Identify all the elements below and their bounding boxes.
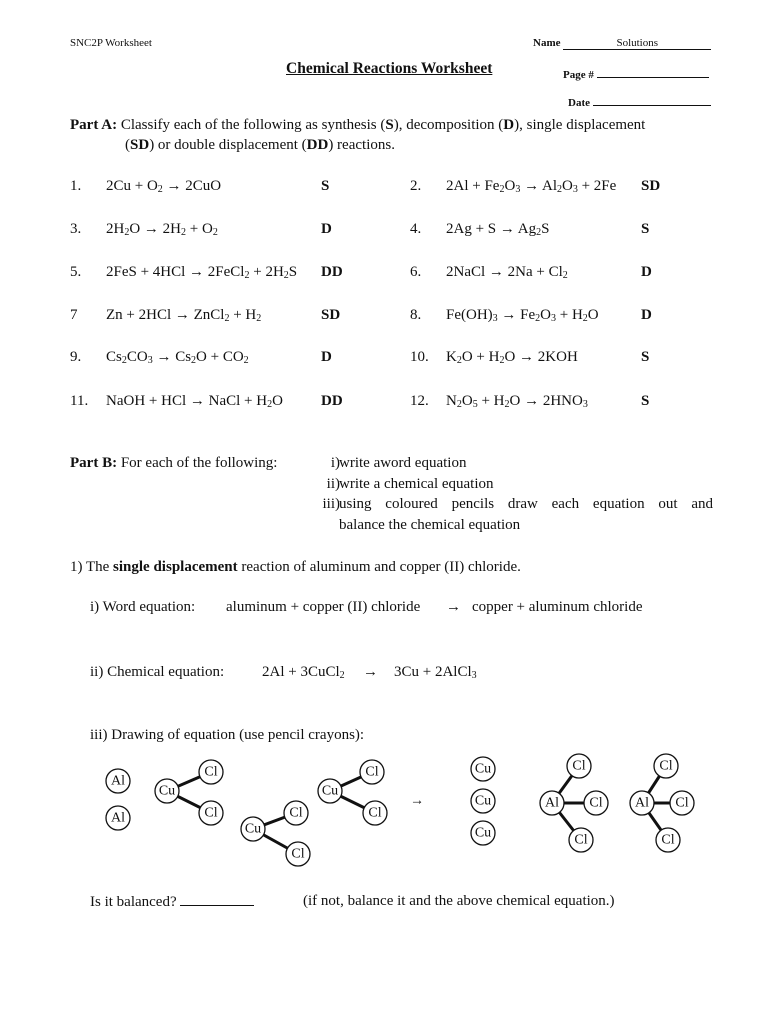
balanced-note: (if not, balance it and the above chemical equation.) xyxy=(303,893,615,909)
q4-equation: $2Ag + S \to Ag_2S$ xyxy=(446,221,550,238)
q12-equation: $N_2O_5 + H_2O \to 2HNO_3$ xyxy=(446,393,588,410)
q8-num: 8. xyxy=(410,307,422,323)
q3-answer: D xyxy=(321,221,332,237)
date-label: Date xyxy=(568,97,590,109)
instr-s: S xyxy=(385,117,394,133)
instr-dd: DD xyxy=(306,137,329,153)
name-value: Solutions xyxy=(563,37,711,50)
q5-num: 5. xyxy=(70,264,82,280)
q-bold-text: single displacement xyxy=(113,559,238,575)
step-2-text: write a chemical equation xyxy=(339,476,494,492)
q5-answer: DD xyxy=(321,264,343,280)
chemical-equation-arrow: → xyxy=(363,664,378,680)
atom-cu: Cu xyxy=(321,783,339,799)
step-3-num: iii) xyxy=(322,496,340,512)
q6-answer: D xyxy=(641,264,652,280)
q4-answer: S xyxy=(641,221,650,237)
instr-d: D xyxy=(503,117,515,133)
atom-cl: Cl xyxy=(675,795,689,811)
page-field xyxy=(563,65,709,81)
q2-equation: $2Al + Fe_2O_3 \to Al_2O_3 + 2Fe$ xyxy=(446,178,617,195)
atom-cl: Cl xyxy=(365,764,379,780)
q10-equation: $K_2O + H_2O \to 2KOH$ xyxy=(446,349,578,366)
q7-answer: SD xyxy=(321,307,341,323)
instr-text: ), decomposition ( xyxy=(393,117,504,133)
step-3-text-cont: balance the chemical equation xyxy=(339,517,521,533)
part-b-label: Part B: xyxy=(70,455,118,471)
q3-num: 3. xyxy=(70,221,82,237)
atom-cl: Cl xyxy=(589,795,603,811)
instr-sd: SD xyxy=(130,137,150,153)
word-equation-products: copper + aluminum chloride xyxy=(472,599,643,615)
q9-answer: D xyxy=(321,349,332,365)
q3-equation: $2H_2O \to 2H_2 + O_2$ xyxy=(106,221,218,238)
q11-num: 11. xyxy=(70,393,89,409)
name-field xyxy=(533,37,711,50)
atom-cl: Cl xyxy=(368,805,382,821)
q8-equation: $Fe(OH)_3 \to Fe_2O_3 + H_2O$ xyxy=(446,307,599,324)
chemical-equation-reactants: 2Al + 3CuCl$_2$ xyxy=(262,664,345,681)
atom-cl: Cl xyxy=(289,805,303,821)
part-a-label: Part A: xyxy=(70,117,118,133)
atom-cu: Cu xyxy=(474,793,492,809)
q8-answer: D xyxy=(641,307,652,323)
atom-cu: Cu xyxy=(474,761,492,777)
atom-cl: Cl xyxy=(204,764,218,780)
q7-equation: Zn + 2HCl → ZnCl$_2$ + $H_2$ xyxy=(106,307,262,324)
q2-answer: SD xyxy=(641,178,661,194)
question-1-prompt xyxy=(70,559,521,576)
q9-num: 9. xyxy=(70,349,82,365)
instr-text: Classify each of the following as synthesis ( xyxy=(120,117,386,133)
q11-equation: NaOH + HCl → NaCl + $H_2O$ xyxy=(106,393,283,410)
course-code: SNC2P Worksheet xyxy=(70,37,152,49)
drawing-label: iii) Drawing of equation (use pencil crayons): xyxy=(90,727,365,743)
atom-cu: Cu xyxy=(158,783,176,799)
page-label: Page # xyxy=(563,69,594,81)
step-1-text: write aword equation xyxy=(339,455,467,471)
atom-cl: Cl xyxy=(291,846,305,862)
balanced-answer-line[interactable] xyxy=(180,893,254,906)
date-line xyxy=(593,93,711,106)
q5-equation: 2FeS + 4HCl → 2FeCl$_2$ + $2H_2S$ xyxy=(106,264,298,281)
page-title: Chemical Reactions Worksheet xyxy=(286,60,493,77)
step-1-num: i) xyxy=(330,455,340,471)
q10-answer: S xyxy=(641,349,650,365)
atom-cu: Cu xyxy=(244,821,262,837)
atom-al: Al xyxy=(635,795,649,811)
q-text: reaction of aluminum and copper (II) chloride. xyxy=(241,559,521,575)
date-field xyxy=(568,93,711,109)
atom-cl: Cl xyxy=(659,758,673,774)
q4-num: 4. xyxy=(410,221,422,237)
atom-circles xyxy=(106,754,694,866)
q-text: 1) The xyxy=(70,559,110,575)
q12-answer: S xyxy=(641,393,650,409)
instr-text: ) or double displacement ( xyxy=(149,137,307,153)
q9-equation: $Cs_2CO_3 \to Cs_2O + CO_2$ xyxy=(106,349,249,366)
word-equation-label: i) Word equation: xyxy=(90,599,196,615)
name-label: Name xyxy=(533,37,561,49)
balanced-question xyxy=(90,893,254,911)
atom-al: Al xyxy=(111,773,125,789)
step-2-num: ii) xyxy=(326,476,340,492)
page-line xyxy=(597,65,709,78)
atom-cl: Cl xyxy=(661,832,675,848)
atom-cl: Cl xyxy=(574,832,588,848)
q10-num: 10. xyxy=(410,349,429,365)
part-b-intro xyxy=(70,455,277,472)
q1-equation: $2Cu + O_2 \to 2CuO$ xyxy=(106,178,222,195)
atom-al: Al xyxy=(545,795,559,811)
atom-cl: Cl xyxy=(572,758,586,774)
atom-al: Al xyxy=(111,810,125,826)
atom-cu: Cu xyxy=(474,825,492,841)
atom-labels xyxy=(111,759,689,862)
q11-answer: DD xyxy=(321,393,343,409)
q2-num: 2. xyxy=(410,178,422,194)
part-b-intro-text: For each of the following: xyxy=(120,455,278,471)
reaction-arrow: → xyxy=(410,793,424,809)
chemical-equation-products: 3Cu + 2AlCl$_3$ xyxy=(394,664,477,681)
part-a-instructions xyxy=(70,117,645,134)
molecule-drawing xyxy=(95,752,715,872)
chemical-equation-label: ii) Chemical equation: xyxy=(90,664,225,680)
q1-answer: S xyxy=(321,178,330,194)
part-a-instructions-line2 xyxy=(125,137,395,154)
balanced-question-text: Is it balanced? xyxy=(90,894,177,910)
q7-num: 7 xyxy=(70,307,78,323)
atom-cl: Cl xyxy=(204,805,218,821)
q6-num: 6. xyxy=(410,264,422,280)
instr-text: ), single displacement xyxy=(514,117,646,133)
instr-text: ( xyxy=(125,137,130,153)
q1-num: 1. xyxy=(70,178,82,194)
instr-text: ) reactions. xyxy=(328,137,395,153)
q12-num: 12. xyxy=(410,393,429,409)
word-equation-reactants: aluminum + copper (II) chloride xyxy=(226,599,421,615)
q6-equation: 2NaCl → $2Na + Cl_2$ xyxy=(446,264,568,281)
word-equation-arrow: → xyxy=(446,599,461,615)
step-3-text: using coloured pencils draw each equation out and xyxy=(339,496,713,512)
